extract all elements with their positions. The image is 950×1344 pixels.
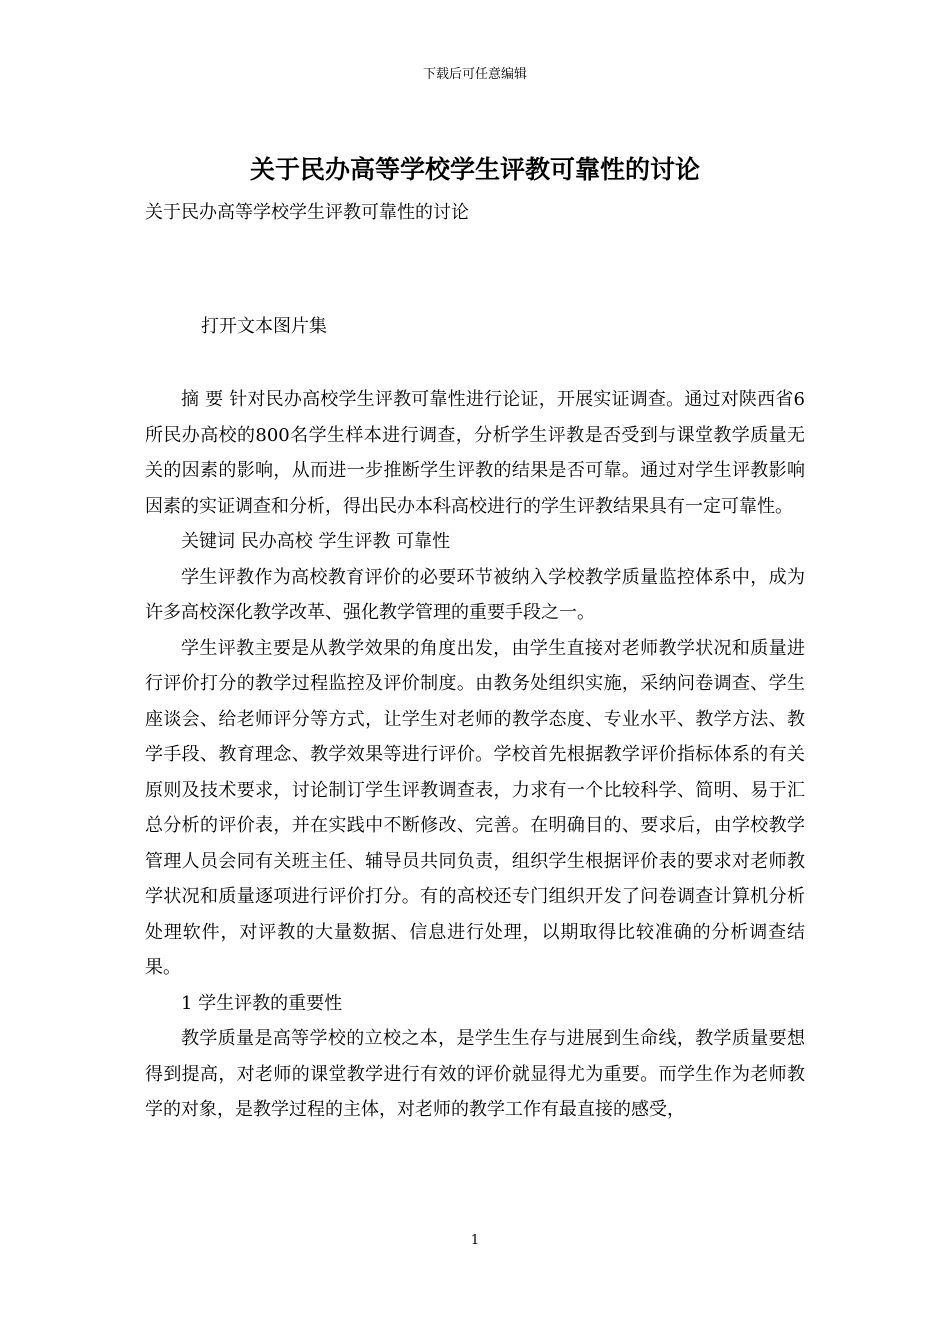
open-image-gallery-link[interactable]: 打开文本图片集 [201, 316, 327, 337]
keywords-paragraph: 关键词 民办高校 学生评教 可靠性 [181, 531, 451, 552]
document-subtitle: 关于民办高等学校学生评教可靠性的讨论 [145, 202, 469, 223]
body-paragraph: 教学质量是高等学校的立校之本，是学生生存与进展到生命线，教学质量要想得到提高，对老师的课堂教学进行有效的评价就显得尤为重要。而学生作为老师教学的对象，是教学过程的主体，对老师的教学工作有最直接的感受， [145, 1028, 805, 1120]
page-number: 1 [470, 1233, 480, 1248]
body-paragraph: 学生评教主要是从教学效果的角度出发，由学生直接对老师教学状况和质量进行评价打分的教学过程监控及评价制度。由教务处组织实施，采纳问卷调查、学生座谈会、给老师评分等方式，让学生对老师的教学态度、专业水平、教学方法、教学手段、教育理念、教学效果等进行评价。学校首先根据教学评价指标体系的有关原则及技术要求，讨论制订学生评教调查表，力求有一个比较科学、简明、易于汇总分析的评价表，并在实践中不断修改、完善。在明确目的、要求后，由学校教学管理人员会同有关班主任、辅导员共同负责，组织学生根据评价表的要求对老师教学状况和质量逐项进行评价打分。有的高校还专门组织开发了问卷调查计算机分析处理软件，对评教的大量数据、信息进行处理，以期取得比较准确的分析调查结果。 [145, 637, 805, 978]
header-note: 下载后可任意编辑 [422, 67, 527, 82]
document-title: 关于民办高等学校学生评教可靠性的讨论 [249, 155, 700, 184]
section-heading: 1 学生评教的重要性 [181, 992, 343, 1014]
body-paragraph: 学生评教作为高校教育评价的必要环节被纳入学校教学质量监控体系中，成为许多高校深化教学改革、强化教学管理的重要手段之一。 [145, 566, 805, 623]
abstract-paragraph: 摘 要 针对民办高校学生评教可靠性进行论证，开展实证调查。通过对陕西省6所民办高校的800名学生样本进行调查，分析学生评教是否受到与课堂教学质量无关的因素的影响，从而进一步推断学生评教的结果是否可靠。通过对学生评教影响因素的实证调查和分析，得出民办本科高校进行的学生评教结果具有一定可靠性。 [145, 389, 805, 517]
document-body [145, 382, 805, 1128]
